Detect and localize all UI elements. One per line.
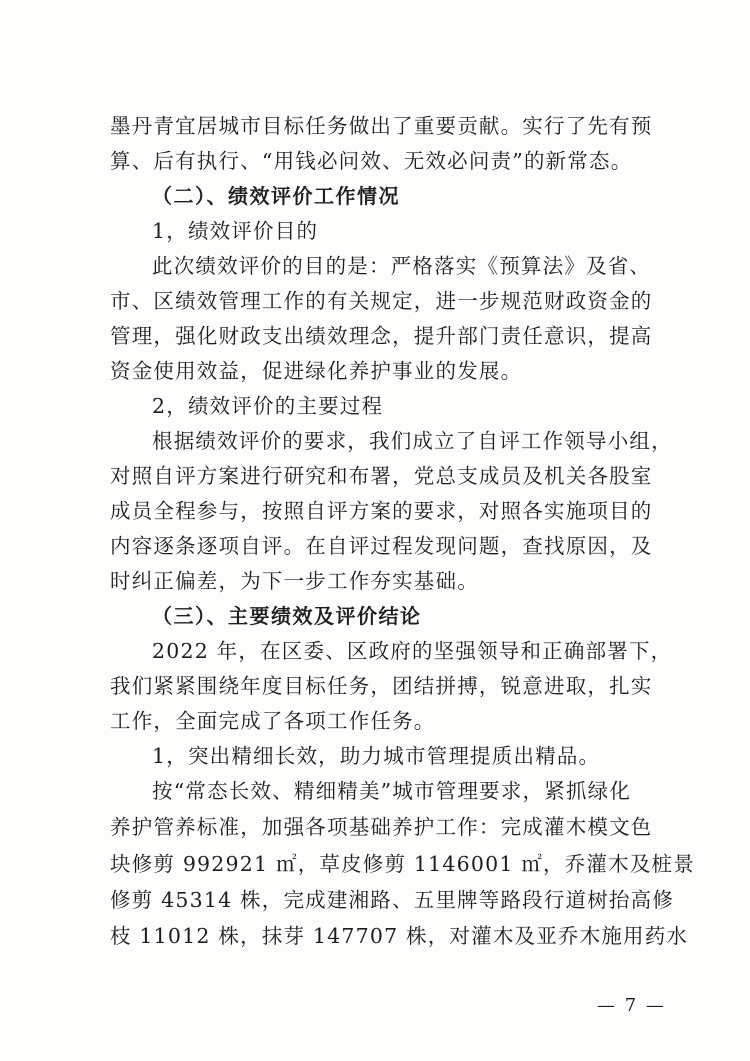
- body-text-line: 算、后有执行、“用钱必问效、无效必问责”的新常态。: [110, 149, 633, 173]
- body-text-line: 2022 年，在区委、区政府的坚强领导和正确部署下，: [152, 639, 673, 663]
- body-text-line: 管理，强化财政支出绩效理念，提升部门责任意识，提高: [110, 324, 653, 348]
- body-text-line: 对照自评方案进行研究和布署，党总支成员及机关各股室: [110, 464, 653, 488]
- body-text-line: 墨丹青宜居城市目标任务做出了重要贡献。实行了先有预: [110, 114, 653, 138]
- section-heading: （三）、主要绩效及评价结论: [152, 604, 422, 628]
- body-text-line: 根据绩效评价的要求，我们成立了自评工作领导小组，: [152, 429, 673, 453]
- body-text-line: 养护管养标准，加强各项基础养护工作：完成灌木模文色: [110, 815, 653, 839]
- section-heading: （二）、绩效评价工作情况: [152, 184, 400, 208]
- body-text-line: 我们紧紧围绕年度目标任务，团结拼搏，锐意进取，扎实: [110, 674, 653, 698]
- page-number: — 7 —: [597, 995, 666, 1016]
- subsection-heading: 2，绩效评价的主要过程: [152, 394, 384, 418]
- body-text-line: 块修剪 992921 ㎡，草皮修剪 1146001 ㎡，乔灌木及桩景: [110, 852, 695, 876]
- body-text-line: 按“常态长效、精细精美”城市管理要求，紧抓绿化: [152, 779, 632, 803]
- body-text-line: 内容逐条逐项自评。在自评过程发现问题，查找原因，及: [110, 534, 653, 558]
- body-text-line: 资金使用效益，促进绿化养护事业的发展。: [110, 359, 523, 383]
- body-text-line: 修剪 45314 株，完成建湘路、五里牌等路段行道树抬高修: [110, 888, 675, 912]
- subsection-heading: 1，绩效评价目的: [152, 219, 319, 243]
- body-text-line: 成员全程参与，按照自评方案的要求，对照各实施项目的: [110, 499, 653, 523]
- body-text-line: 工作，全面完成了各项工作任务。: [110, 709, 436, 733]
- body-text-line: 枝 11012 株，抹芽 147707 株，对灌木及亚乔木施用药水: [110, 924, 689, 948]
- body-text-line: 市、区绩效管理工作的有关规定，进一步规范财政资金的: [110, 289, 653, 313]
- subsection-heading: 1，突出精细长效，助力城市管理提质出精品。: [152, 744, 601, 768]
- body-text-line: 时纠正偏差，为下一步工作夯实基础。: [110, 569, 479, 593]
- body-text-line: 此次绩效评价的目的是：严格落实《预算法》及省、: [152, 254, 652, 278]
